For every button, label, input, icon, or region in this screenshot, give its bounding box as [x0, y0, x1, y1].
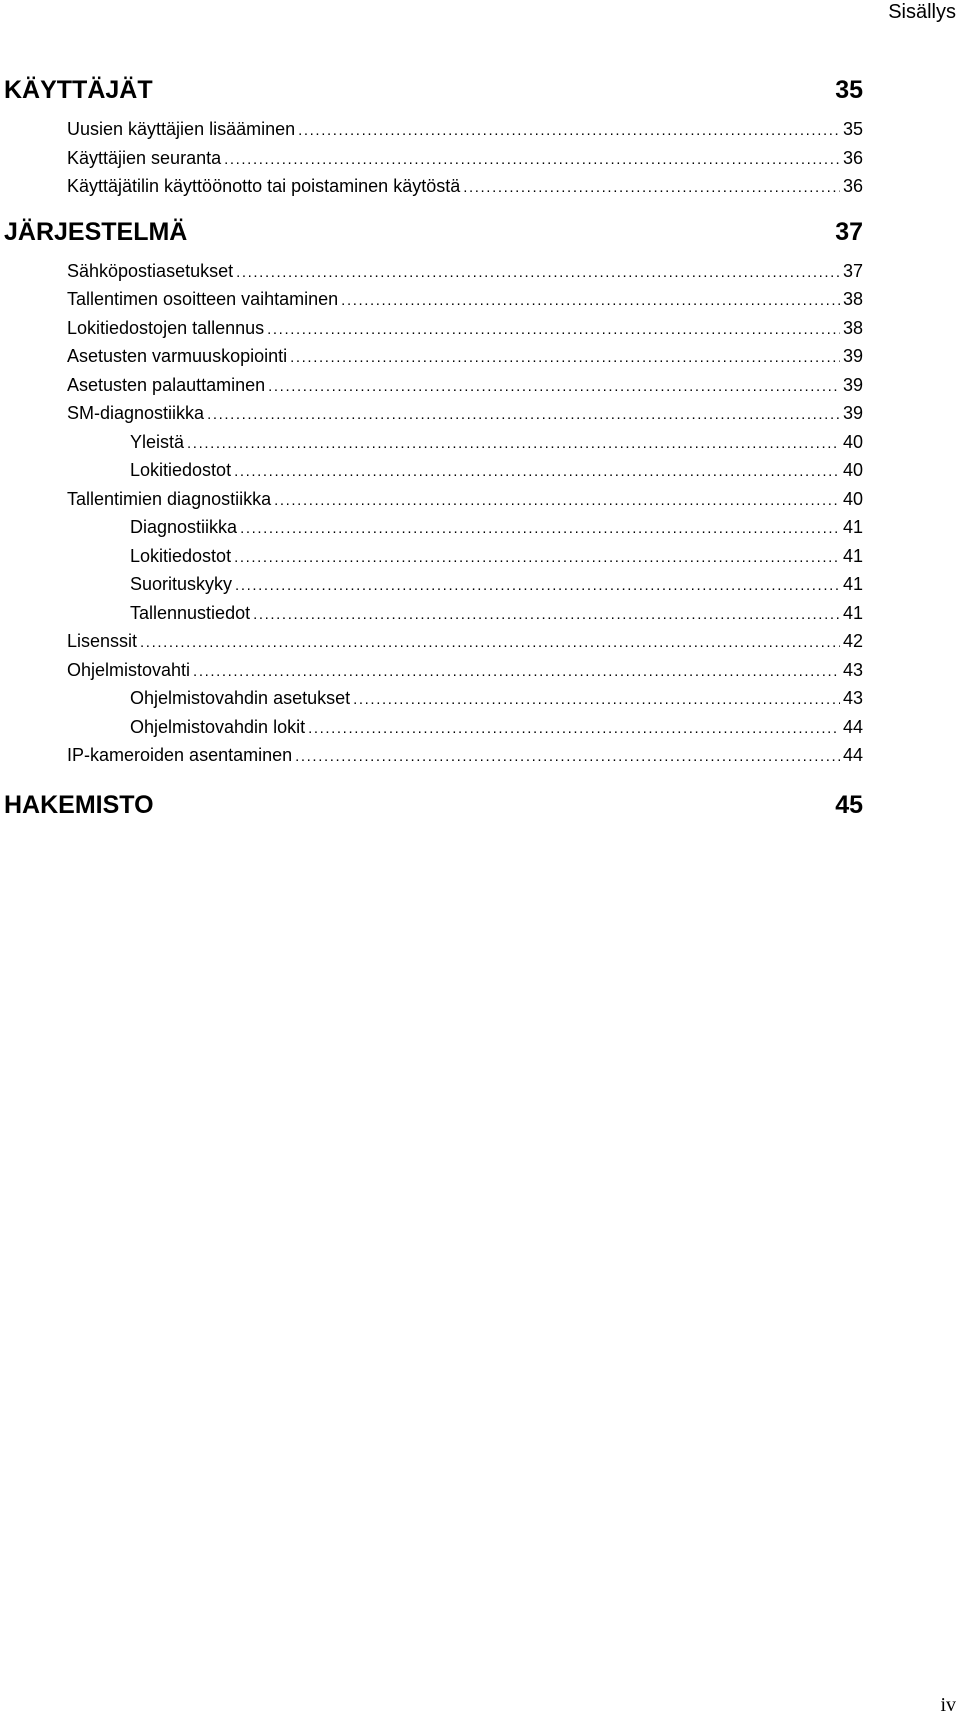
toc-entry-label: Tallennustiedot — [130, 602, 251, 623]
toc-entry[interactable] — [0, 173, 870, 202]
section-page-number: 45 — [835, 790, 863, 819]
toc-entry-label: Lisenssit — [67, 631, 138, 651]
toc-entry-page: 44 — [842, 716, 863, 737]
toc-entry-label: Käyttäjien seuranta — [67, 147, 222, 168]
toc-entry-page: 39 — [842, 374, 863, 395]
toc-entry-page: 43 — [842, 688, 863, 708]
toc-entry-label: IP-kameroiden asentaminen — [67, 745, 293, 765]
dot-leader — [341, 288, 840, 315]
dot-leader — [290, 345, 840, 372]
footer-page-number: iv — [940, 1694, 956, 1716]
toc-section-kayttajat — [0, 70, 870, 202]
toc-subentry[interactable] — [0, 457, 870, 486]
toc-entry-label: Uusien käyttäjien lisääminen — [67, 119, 296, 139]
toc-entry[interactable] — [0, 343, 870, 372]
section-page-number: 37 — [835, 217, 863, 246]
section-heading[interactable] — [0, 70, 870, 110]
toc-subentry[interactable] — [0, 514, 870, 543]
toc-entry-label: Ohjelmistovahdin lokit — [130, 716, 306, 737]
toc-entry[interactable] — [0, 145, 870, 174]
toc-subentry[interactable] — [0, 600, 870, 629]
dot-leader — [234, 459, 840, 486]
toc-entry-page: 36 — [842, 147, 863, 168]
toc-entry-page: 44 — [842, 745, 863, 765]
dot-leader — [234, 545, 840, 572]
dot-leader — [224, 147, 840, 174]
toc-entry[interactable] — [0, 286, 870, 315]
dot-leader — [295, 744, 840, 771]
toc-entry-label: Tallentimien diagnostiikka — [67, 488, 272, 509]
toc-entry-page: 41 — [842, 602, 863, 623]
toc-entry-page: 40 — [842, 431, 863, 452]
dot-leader — [308, 716, 840, 743]
dot-leader — [298, 118, 840, 145]
toc-entry[interactable] — [0, 258, 870, 287]
toc-entry-label: Sähköpostiasetukset — [67, 260, 234, 281]
toc-entry-label: Asetusten varmuuskopiointi — [67, 346, 288, 366]
dot-leader — [187, 431, 840, 458]
section-title: HAKEMISTO — [4, 790, 154, 819]
dot-leader — [193, 659, 840, 686]
toc-entry-page: 43 — [842, 659, 863, 680]
toc-entry-page: 37 — [842, 260, 863, 281]
toc-entry-page: 35 — [842, 119, 863, 139]
dot-leader — [236, 260, 840, 287]
toc-entry[interactable] — [0, 742, 870, 771]
dot-leader — [207, 402, 840, 429]
section-title: KÄYTTÄJÄT — [4, 76, 153, 104]
toc-subentry[interactable] — [0, 571, 870, 600]
toc-entry[interactable] — [0, 486, 870, 515]
dot-leader — [463, 175, 840, 202]
running-header-title: Sisällys — [888, 1, 956, 23]
dot-leader — [235, 573, 840, 600]
toc-entry-label: Asetusten palauttaminen — [67, 374, 266, 395]
toc-entry-label: Ohjelmistovahdin asetukset — [130, 688, 351, 708]
section-heading[interactable] — [0, 212, 870, 252]
toc-entry[interactable] — [0, 400, 870, 429]
toc-entry-page: 40 — [842, 488, 863, 509]
dot-leader — [240, 516, 840, 543]
toc-entry-page: 40 — [842, 460, 863, 480]
toc-entry-page: 39 — [842, 403, 863, 423]
toc-entry[interactable] — [0, 372, 870, 401]
toc-entry[interactable] — [0, 315, 870, 344]
toc-entry-label: Tallentimen osoitteen vaihtaminen — [67, 289, 339, 309]
toc-entry-page: 41 — [842, 517, 863, 537]
toc-entry-label: Ohjelmistovahti — [67, 659, 191, 680]
toc-entry-label: Käyttäjätilin käyttöönotto tai poistaminen käytöstä — [67, 176, 461, 196]
toc-subentry[interactable] — [0, 543, 870, 572]
dot-leader — [353, 687, 840, 714]
toc-entry-page: 42 — [842, 631, 863, 651]
toc-entry-page: 36 — [842, 176, 863, 196]
section-page-number: 35 — [835, 76, 863, 104]
toc-entry-page: 38 — [842, 289, 863, 309]
toc-subentry[interactable] — [0, 714, 870, 743]
toc-entry-label: Lokitiedostot — [130, 460, 232, 480]
toc-entry-label: Lokitiedostojen tallennus — [67, 317, 265, 338]
dot-leader — [268, 374, 840, 401]
toc-entry-label: Lokitiedostot — [130, 545, 232, 566]
toc-entry-label: Yleistä — [130, 431, 185, 452]
toc-entry-label: Diagnostiikka — [130, 517, 238, 537]
section-title: JÄRJESTELMÄ — [4, 217, 188, 246]
dot-leader — [267, 317, 840, 344]
toc-entry-page: 41 — [842, 574, 863, 594]
toc-section-hakemisto — [0, 785, 870, 825]
toc-entry[interactable] — [0, 628, 870, 657]
dot-leader — [274, 488, 840, 515]
toc-section-jarjestelma — [0, 212, 870, 771]
toc-entry[interactable] — [0, 657, 870, 686]
dot-leader — [140, 630, 840, 657]
toc-entry[interactable] — [0, 116, 870, 145]
toc-entry-page: 39 — [842, 346, 863, 366]
toc-entry-page: 41 — [842, 545, 863, 566]
toc-subentry[interactable] — [0, 429, 870, 458]
section-heading[interactable] — [0, 785, 870, 825]
dot-leader — [253, 602, 840, 629]
toc-subentry[interactable] — [0, 685, 870, 714]
table-of-contents — [0, 70, 870, 831]
toc-entry-label: SM-diagnostiikka — [67, 403, 205, 423]
toc-entry-label: Suorituskyky — [130, 574, 233, 594]
toc-entry-page: 38 — [842, 317, 863, 338]
